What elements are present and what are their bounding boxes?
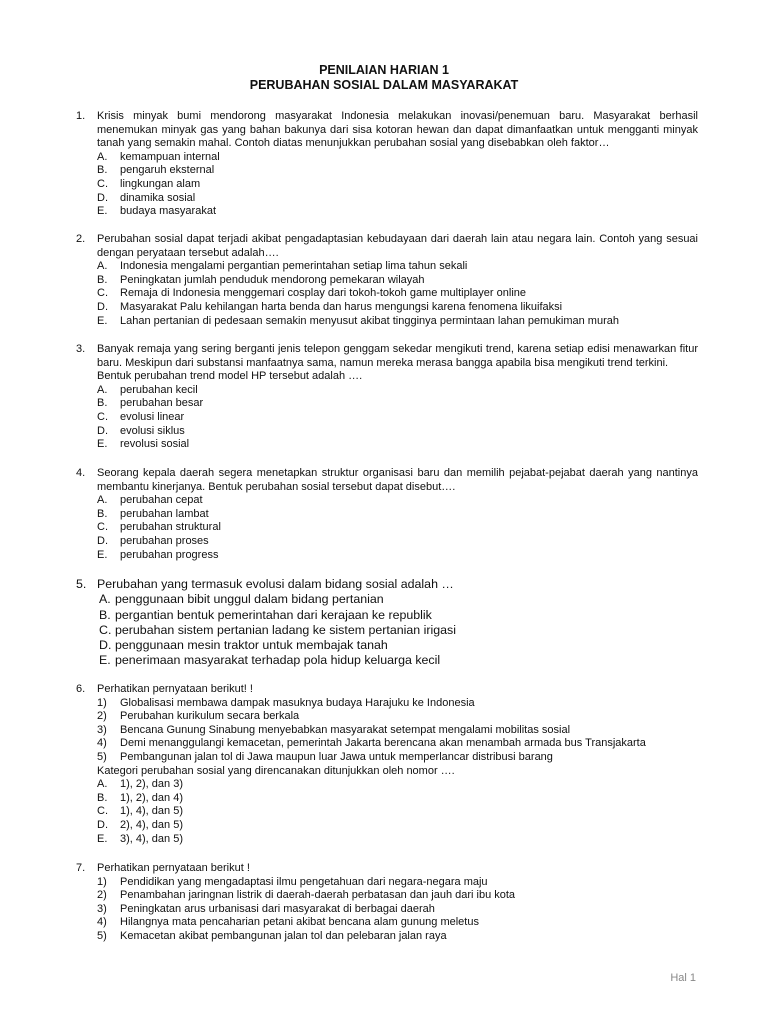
question-number: 7. bbox=[76, 862, 86, 874]
question-number: 6. bbox=[76, 683, 86, 695]
statement-3: 3) Peningkatan arus urbanisasi dari masyarakat di berbagai daerah bbox=[97, 902, 435, 915]
question-stem: Perhatikan pernyataan berikut ! bbox=[97, 862, 250, 874]
option-b: B. perubahan lambat bbox=[97, 507, 209, 520]
question-number: 1. bbox=[76, 110, 86, 122]
statement-4: 4) Demi menanggulangi kemacetan, pemerintah Jakarta berencana akan menambah armada bus Transjakarta bbox=[97, 737, 646, 750]
option-a: A. Indonesia mengalami pergantian pemerintahan setiap lima tahun sekali bbox=[97, 260, 468, 273]
option-d: D. Masyarakat Palu kehilangan harta benda dan harus mengungsi karena fenomena likuifaksi bbox=[97, 300, 563, 313]
option-e: E. penerimaan masyarakat terhadap pola hidup keluarga kecil bbox=[99, 653, 441, 668]
option-e: E. revolusi sosial bbox=[97, 438, 190, 451]
option-c: C. lingkungan alam bbox=[97, 177, 201, 190]
question-3 bbox=[0, 343, 768, 452]
statement-3: 3) Bencana Gunung Sinabung menyebabkan masyarakat setempat mengalami mobilitas sosial bbox=[97, 723, 571, 736]
question-2 bbox=[0, 233, 768, 328]
question-5 bbox=[0, 577, 768, 669]
page-number: Hal 1 bbox=[670, 972, 696, 984]
question-stem: Banyak remaja yang sering berganti jenis telepon genggam sekedar mengikuti trend, karena setiap edisi menawarkan fitur baru. Meskipun dari substansi manfaatnya sama, namun mereka merasa bangga apabila bisa mengikuti trend terkini. bbox=[97, 343, 698, 369]
option-c: C. perubahan struktural bbox=[97, 521, 221, 534]
option-e: E. 3), 4), dan 5) bbox=[97, 832, 183, 845]
question-stem: Seorang kepala daerah segera menetapkan struktur organisasi baru dan memilih pejabat-pejabat daerah yang nantinya membantu kinerjanya. Bentuk perubahan sosial tersebut dapat disebut…. bbox=[97, 467, 698, 493]
question-number: 2. bbox=[76, 233, 86, 245]
question-7 bbox=[0, 862, 768, 944]
option-d: D. dinamika sosial bbox=[97, 191, 196, 204]
option-b: B. perubahan besar bbox=[97, 397, 204, 410]
question-1 bbox=[0, 110, 768, 219]
question-number: 3. bbox=[76, 343, 86, 355]
option-c: C. Remaja di Indonesia menggemari cosplay dari tokoh-tokoh game multiplayer online bbox=[97, 287, 526, 300]
statement-1: 1) Pendidikan yang mengadaptasi ilmu pengetahuan dari negara-negara maju bbox=[97, 875, 488, 888]
question-stem: Perhatikan pernyataan berikut! ! bbox=[97, 683, 253, 695]
option-a: A. perubahan kecil bbox=[97, 383, 198, 396]
statement-1: 1) Globalisasi membawa dampak masuknya budaya Harajuku ke Indonesia bbox=[97, 696, 475, 709]
option-d: D. evolusi siklus bbox=[97, 424, 185, 437]
page-title: PENILAIAN HARIAN 1 bbox=[319, 63, 449, 77]
statement-5: 5) Pembangunan jalan tol di Jawa maupun luar Jawa untuk memperlancar distribusi barang bbox=[97, 750, 553, 763]
option-c: C. 1), 4), dan 5) bbox=[97, 805, 183, 818]
option-d: D. 2), 4), dan 5) bbox=[97, 818, 183, 831]
question-number: 5. bbox=[76, 577, 87, 591]
question-stem: Perubahan yang termasuk evolusi dalam bidang sosial adalah … bbox=[97, 577, 454, 591]
statement-2: 2) Penambahan jaringnan listrik di daerah-daerah perbatasan dan jauh dari ibu kota bbox=[97, 889, 516, 902]
option-e: E. Lahan pertanian di pedesaan semakin menyusut akibat tingginya permintaan lahan pemukiman murah bbox=[97, 314, 619, 327]
option-b: B. Peningkatan jumlah penduduk mendorong pemekaran wilayah bbox=[97, 273, 425, 286]
question-stem: Perubahan sosial dapat terjadi akibat pengadaptasian kebudayaan dari daerah lain atau negara lain. Contoh yang sesuai dengan peryataan tersebut adalah…. bbox=[97, 233, 698, 259]
option-a: A. kemampuan internal bbox=[97, 150, 220, 163]
question-prompt: Kategori perubahan sosial yang direncanakan ditunjukkan oleh nomor …. bbox=[97, 764, 455, 777]
statement-5: 5) Kemacetan akibat pembangunan jalan tol dan pelebaran jalan raya bbox=[97, 929, 447, 942]
page-subtitle: PERUBAHAN SOSIAL DALAM MASYARAKAT bbox=[249, 78, 519, 92]
option-a: A. penggunaan bibit unggul dalam bidang pertanian bbox=[99, 592, 384, 607]
option-c: C. perubahan sistem pertanian ladang ke sistem pertanian irigasi bbox=[99, 622, 456, 637]
option-b: B. pergantian bentuk pemerintahan dari kerajaan ke republik bbox=[99, 607, 432, 622]
question-stem: Krisis minyak bumi mendorong masyarakat Indonesia melakukan inovasi/penemuan baru. Masyarakat berhasil menemukan minyak gas yang bahan bakunya dari sisa kotoran hewan dan dapat dimanfaatkan untuk mengganti minyak tanah yang semakin mahal. Contoh diatas menunjukkan perubahan sosial yang disebabkan oleh faktor… bbox=[97, 110, 698, 150]
option-d: D. perubahan proses bbox=[97, 534, 209, 547]
option-e: E. perubahan progress bbox=[97, 548, 219, 561]
statement-4: 4) Hilangnya mata pencaharian petani akibat bencana alam gunung meletus bbox=[97, 916, 479, 929]
option-d: D. penggunaan mesin traktor untuk membajak tanah bbox=[99, 638, 388, 653]
question-number: 4. bbox=[76, 467, 86, 479]
question-4 bbox=[0, 467, 768, 562]
option-a: A. perubahan cepat bbox=[97, 494, 203, 507]
option-e: E. budaya masyarakat bbox=[97, 205, 216, 218]
option-b: B. pengaruh eksternal bbox=[97, 164, 215, 177]
question-prompt: Bentuk perubahan trend model HP tersebut adalah …. bbox=[97, 370, 363, 383]
option-c: C. evolusi linear bbox=[97, 410, 185, 423]
statement-2: 2) Perubahan kurikulum secara berkala bbox=[97, 710, 300, 723]
option-a: A. 1), 2), dan 3) bbox=[97, 778, 183, 791]
question-6 bbox=[0, 683, 768, 846]
option-b: B. 1), 2), dan 4) bbox=[97, 791, 183, 804]
